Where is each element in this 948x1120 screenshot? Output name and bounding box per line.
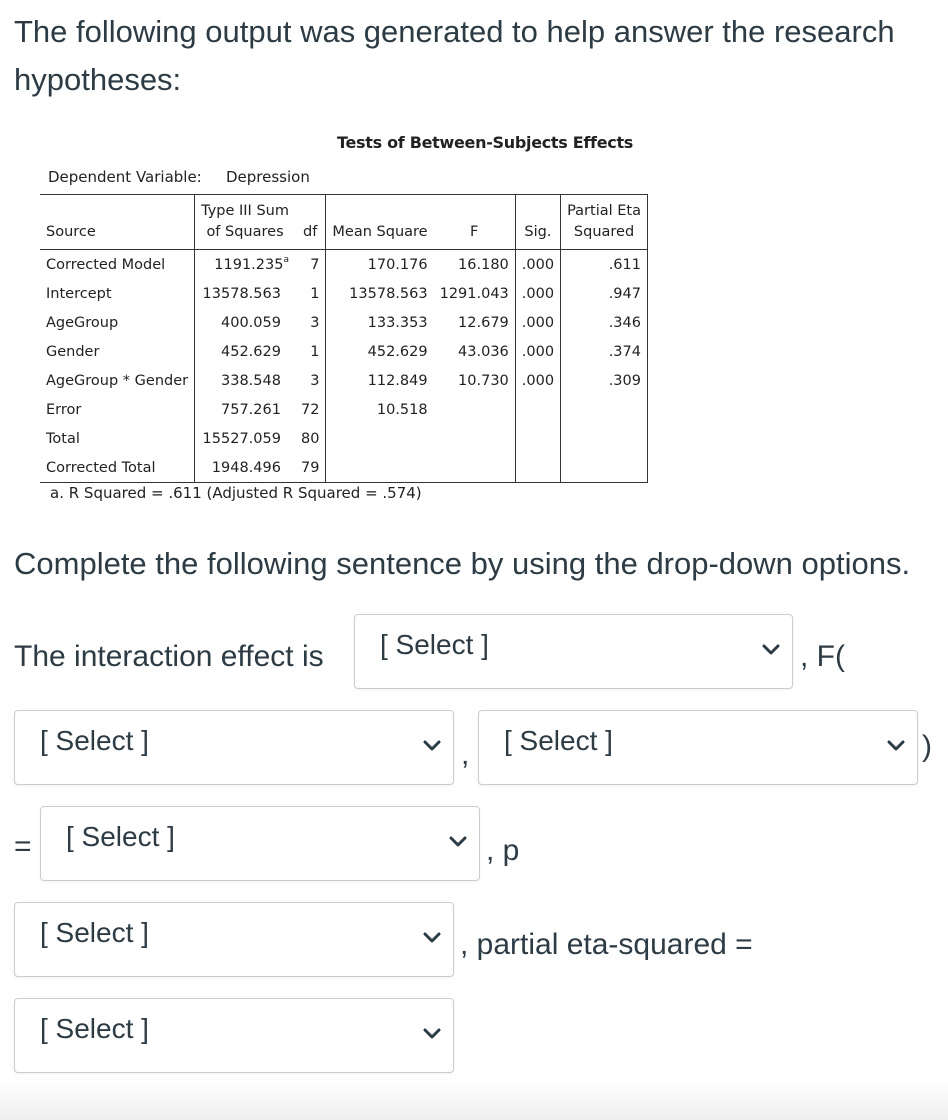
p-value-select[interactable] <box>14 902 454 977</box>
table-row <box>40 308 648 337</box>
cell-sum-of-squares-value: 1948.496 <box>211 459 281 476</box>
cell-f <box>434 279 516 308</box>
instruction-prompt: Complete the following sentence by using the drop-down options. <box>14 546 911 581</box>
cell-df <box>295 337 326 366</box>
footnote-marker: a <box>283 254 289 265</box>
eta-value-select-value: [ Select ] <box>40 1013 149 1044</box>
cell-sum-of-squares <box>195 250 295 280</box>
p-value-select-value: [ Select ] <box>40 917 149 948</box>
eta-text: , partial eta-squared = <box>460 928 753 961</box>
f-value-select[interactable] <box>40 806 480 881</box>
cell-df <box>295 424 326 453</box>
cell-df <box>295 279 326 308</box>
cell-sig-value: .000 <box>521 343 555 360</box>
header-ss-line2: of Squares <box>206 224 284 240</box>
cell-partial-eta <box>561 279 648 308</box>
cell-source-value: Gender <box>46 343 100 360</box>
table-row <box>40 250 648 280</box>
intro-text: The following output was generated to help answer the research hypotheses: <box>14 14 895 97</box>
cell-partial-eta-value: .309 <box>608 372 641 389</box>
cell-sig <box>515 250 560 280</box>
cell-source <box>40 453 195 483</box>
anova-table <box>40 194 648 483</box>
cell-f-value: 16.180 <box>458 256 509 273</box>
equals-text: = <box>14 830 32 863</box>
cell-sum-of-squares-value: 338.548 <box>221 372 281 389</box>
df2-select-value: [ Select ] <box>504 725 613 756</box>
chevron-down-icon <box>423 1027 441 1041</box>
sentence-lead: The interaction effect is <box>14 640 324 673</box>
cell-source <box>40 279 195 308</box>
cell-source-value: AgeGroup <box>46 314 119 331</box>
table-row <box>40 424 648 453</box>
cell-f <box>434 395 516 424</box>
header-df: df <box>303 224 318 240</box>
df1-select-value: [ Select ] <box>40 725 149 756</box>
cell-mean-square-value: 13578.563 <box>349 285 428 302</box>
cell-partial-eta <box>561 453 648 483</box>
cell-df-value: 3 <box>310 372 320 389</box>
f-value-select-value: [ Select ] <box>66 821 175 852</box>
cell-f-value: 10.730 <box>458 372 509 389</box>
chevron-down-icon <box>449 835 467 849</box>
cell-sum-of-squares <box>195 395 295 424</box>
cell-df-value: 72 <box>300 401 320 418</box>
table-row <box>40 337 648 366</box>
bottom-fade <box>0 1078 948 1120</box>
cell-sum-of-squares <box>195 308 295 337</box>
cell-partial-eta-value: .346 <box>608 314 641 331</box>
cell-sum-of-squares-value: 452.629 <box>221 343 281 360</box>
cell-partial-eta <box>561 395 648 424</box>
cell-df-value: 7 <box>310 256 320 273</box>
chevron-down-icon <box>887 739 905 753</box>
eta-value-select[interactable] <box>14 998 454 1073</box>
header-partial-eta <box>561 195 648 250</box>
cell-df <box>295 453 326 483</box>
cell-source-value: Corrected Total <box>46 459 156 476</box>
cell-source-value: Error <box>46 401 82 418</box>
spss-table-title: Tests of Between-Subjects Effects <box>337 133 634 152</box>
cell-f <box>434 424 516 453</box>
cell-mean-square <box>326 395 434 424</box>
cell-sum-of-squares <box>195 453 295 483</box>
cell-sum-of-squares <box>195 279 295 308</box>
p-text: , p <box>486 834 520 867</box>
cell-mean-square <box>326 250 434 280</box>
df1-select[interactable] <box>14 710 454 785</box>
cell-df-value: 80 <box>300 430 320 447</box>
header-eta-line1: Partial Eta <box>567 203 641 219</box>
cell-f <box>434 453 516 483</box>
cell-df <box>295 308 326 337</box>
cell-partial-eta-value: .374 <box>608 343 641 360</box>
cell-df <box>295 366 326 395</box>
dependent-variable-label: Dependent Variable: <box>48 168 202 186</box>
cell-partial-eta <box>561 424 648 453</box>
cell-mean-square-value: 452.629 <box>367 343 428 360</box>
cell-sig <box>515 337 560 366</box>
cell-source <box>40 308 195 337</box>
cell-sig <box>515 308 560 337</box>
cell-mean-square <box>326 337 434 366</box>
header-eta-line2: Squared <box>573 224 635 240</box>
header-sum-of-squares <box>195 195 295 250</box>
cell-sum-of-squares-value: 13578.563 <box>202 285 281 302</box>
cell-df-value: 1 <box>310 343 320 360</box>
header-sig: Sig. <box>515 195 560 250</box>
cell-partial-eta <box>561 250 648 280</box>
cell-sum-of-squares <box>195 337 295 366</box>
cell-source <box>40 424 195 453</box>
cell-partial-eta <box>561 366 648 395</box>
effect-select-value: [ Select ] <box>380 629 489 660</box>
cell-f <box>434 366 516 395</box>
cell-sum-of-squares-value: 1191.235 <box>214 256 284 273</box>
cell-mean-square <box>326 424 434 453</box>
f-open-text: , F( <box>800 640 845 673</box>
close-paren-text: ) <box>922 730 932 763</box>
chevron-down-icon <box>423 931 441 945</box>
header-source: Source <box>46 224 96 240</box>
table-row <box>40 453 648 483</box>
cell-sum-of-squares-value: 15527.059 <box>202 430 281 447</box>
cell-partial-eta-value: .611 <box>608 256 641 273</box>
cell-sig-value: .000 <box>521 285 555 302</box>
chevron-down-icon <box>423 739 441 753</box>
table-row <box>40 279 648 308</box>
cell-mean-square-value: 170.176 <box>367 256 428 273</box>
cell-source-value: Intercept <box>46 285 112 302</box>
cell-mean-square <box>326 453 434 483</box>
cell-partial-eta <box>561 308 648 337</box>
cell-sum-of-squares <box>195 366 295 395</box>
cell-sig <box>515 424 560 453</box>
cell-df <box>295 250 326 280</box>
cell-f-value: 12.679 <box>458 314 509 331</box>
cell-df-value: 1 <box>310 285 320 302</box>
cell-f <box>434 250 516 280</box>
cell-sum-of-squares <box>195 424 295 453</box>
cell-f-value: 1291.043 <box>439 285 509 302</box>
cell-df <box>295 395 326 424</box>
cell-sig <box>515 395 560 424</box>
cell-source <box>40 337 195 366</box>
dependent-variable-value: Depression <box>226 168 310 186</box>
cell-sig <box>515 366 560 395</box>
cell-sum-of-squares-value: 757.261 <box>221 401 281 418</box>
table-header-row <box>40 195 648 250</box>
cell-mean-square <box>326 308 434 337</box>
cell-mean-square-value: 133.353 <box>367 314 428 331</box>
cell-df-value: 79 <box>300 459 320 476</box>
cell-f-value: 43.036 <box>458 343 509 360</box>
cell-sig-value: .000 <box>521 256 555 273</box>
cell-sum-of-squares-value: 400.059 <box>221 314 281 331</box>
cell-mean-square-value: 10.518 <box>376 401 428 418</box>
cell-source-value: Total <box>46 430 80 447</box>
cell-partial-eta <box>561 337 648 366</box>
table-row <box>40 395 648 424</box>
effect-select[interactable] <box>354 614 793 689</box>
table-footnote: a. R Squared = .611 (Adjusted R Squared = .574) <box>50 484 422 502</box>
cell-mean-square <box>326 279 434 308</box>
cell-sig <box>515 279 560 308</box>
cell-source <box>40 250 195 280</box>
cell-partial-eta-value: .947 <box>608 285 641 302</box>
cell-source-value: Corrected Model <box>46 256 166 273</box>
df2-select[interactable] <box>478 710 918 785</box>
cell-sig-value: .000 <box>521 314 555 331</box>
chevron-down-icon <box>762 643 780 657</box>
cell-mean-square <box>326 366 434 395</box>
cell-f <box>434 308 516 337</box>
header-f: F <box>470 224 479 240</box>
cell-source-value: AgeGroup * Gender <box>46 372 189 389</box>
cell-sig <box>515 453 560 483</box>
header-ss-line1: Type III Sum <box>201 203 289 219</box>
cell-sig-value: .000 <box>521 372 555 389</box>
cell-mean-square-value: 112.849 <box>367 372 428 389</box>
header-mean-square: Mean Square <box>326 195 434 250</box>
cell-f <box>434 337 516 366</box>
table-row <box>40 366 648 395</box>
cell-source <box>40 366 195 395</box>
cell-source <box>40 395 195 424</box>
comma-text: , <box>461 738 470 771</box>
cell-df-value: 3 <box>310 314 320 331</box>
